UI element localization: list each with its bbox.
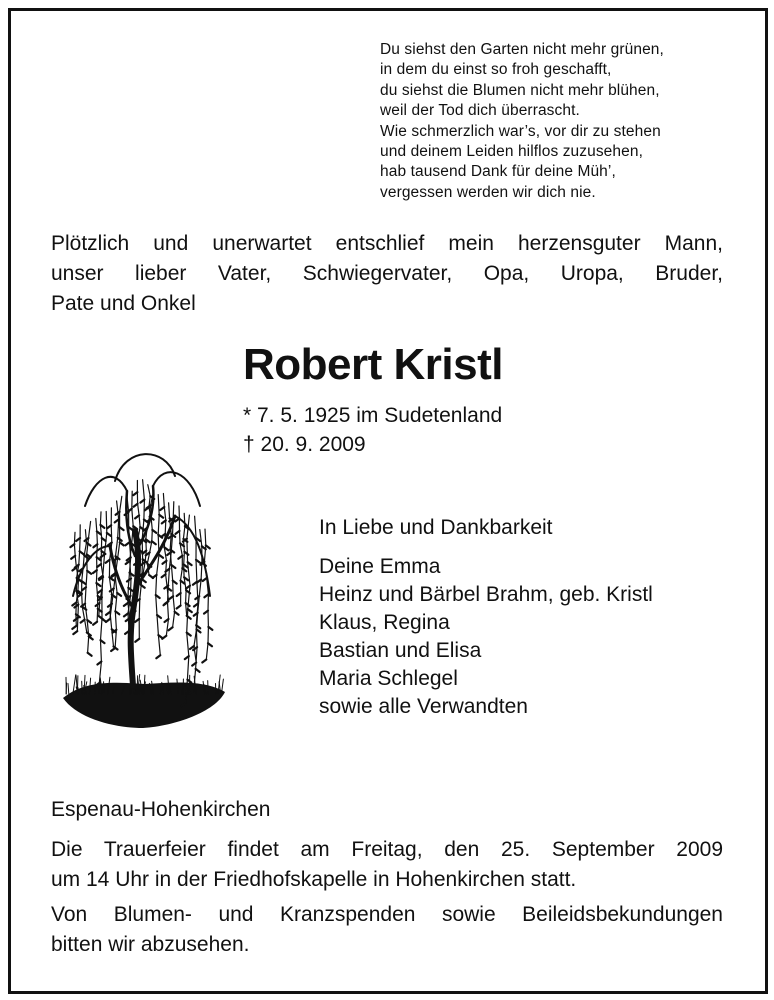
poem-line: Du siehst den Garten nicht mehr grünen, (380, 41, 664, 58)
mourner-name: Bastian und Elisa (319, 639, 482, 662)
mourners-heading: In Liebe und Dankbarkeit (319, 516, 553, 539)
poem-line: in dem du einst so froh geschafft, (380, 61, 612, 79)
mourner-name: Deine Emma (319, 555, 441, 578)
poem-line: hab tausend Dank für deine Müh’, (380, 163, 616, 181)
death-date: † 20. 9. 2009 (243, 433, 366, 456)
ceremony-line: Die Trauerfeier findet am Freitag, den 25. September 2009 (51, 838, 723, 861)
intro-text (51, 229, 723, 319)
birth-date: * 7. 5. 1925 im Sudetenland (243, 404, 503, 427)
ceremony-info (51, 835, 723, 895)
intro-line: Pate und Onkel (51, 292, 196, 315)
life-dates (243, 401, 502, 459)
mourner-name: Maria Schlegel (319, 667, 458, 690)
deceased-name: Robert Kristl (243, 340, 503, 389)
intro-line: Plötzlich und unerwartet entschlief mein herzensguter Mann, (51, 232, 723, 255)
flowers-line: Von Blumen- und Kranzspenden sowie Beileidsbekundungen (51, 903, 723, 926)
poem (380, 40, 740, 203)
poem-line: du siehst die Blumen nicht mehr blühen, (380, 81, 660, 99)
mourner-name: sowie alle Verwandten (319, 695, 528, 718)
weeping-willow-icon (55, 436, 235, 756)
mourner-name: Heinz und Bärbel Brahm, geb. Kristl (319, 583, 653, 606)
poem-line: und deinem Leiden hilflos zuzusehen, (380, 143, 643, 161)
flowers-line: bitten wir abzusehen. (51, 933, 250, 956)
poem-line: weil der Tod dich überrascht. (380, 102, 580, 120)
place-name: Espenau-Hohenkirchen (51, 798, 271, 821)
intro-line: unser lieber Vater, Schwiegervater, Opa, Uropa, Bruder, (51, 262, 723, 285)
mourners-block (319, 514, 653, 721)
mourner-name: Klaus, Regina (319, 611, 450, 634)
poem-line: vergessen werden wir dich nie. (380, 183, 596, 201)
poem-line: Wie schmerzlich war’s, vor dir zu stehen (380, 122, 661, 140)
flowers-note (51, 900, 723, 960)
ceremony-line: um 14 Uhr in der Friedhofskapelle in Hohenkirchen statt. (51, 868, 577, 891)
